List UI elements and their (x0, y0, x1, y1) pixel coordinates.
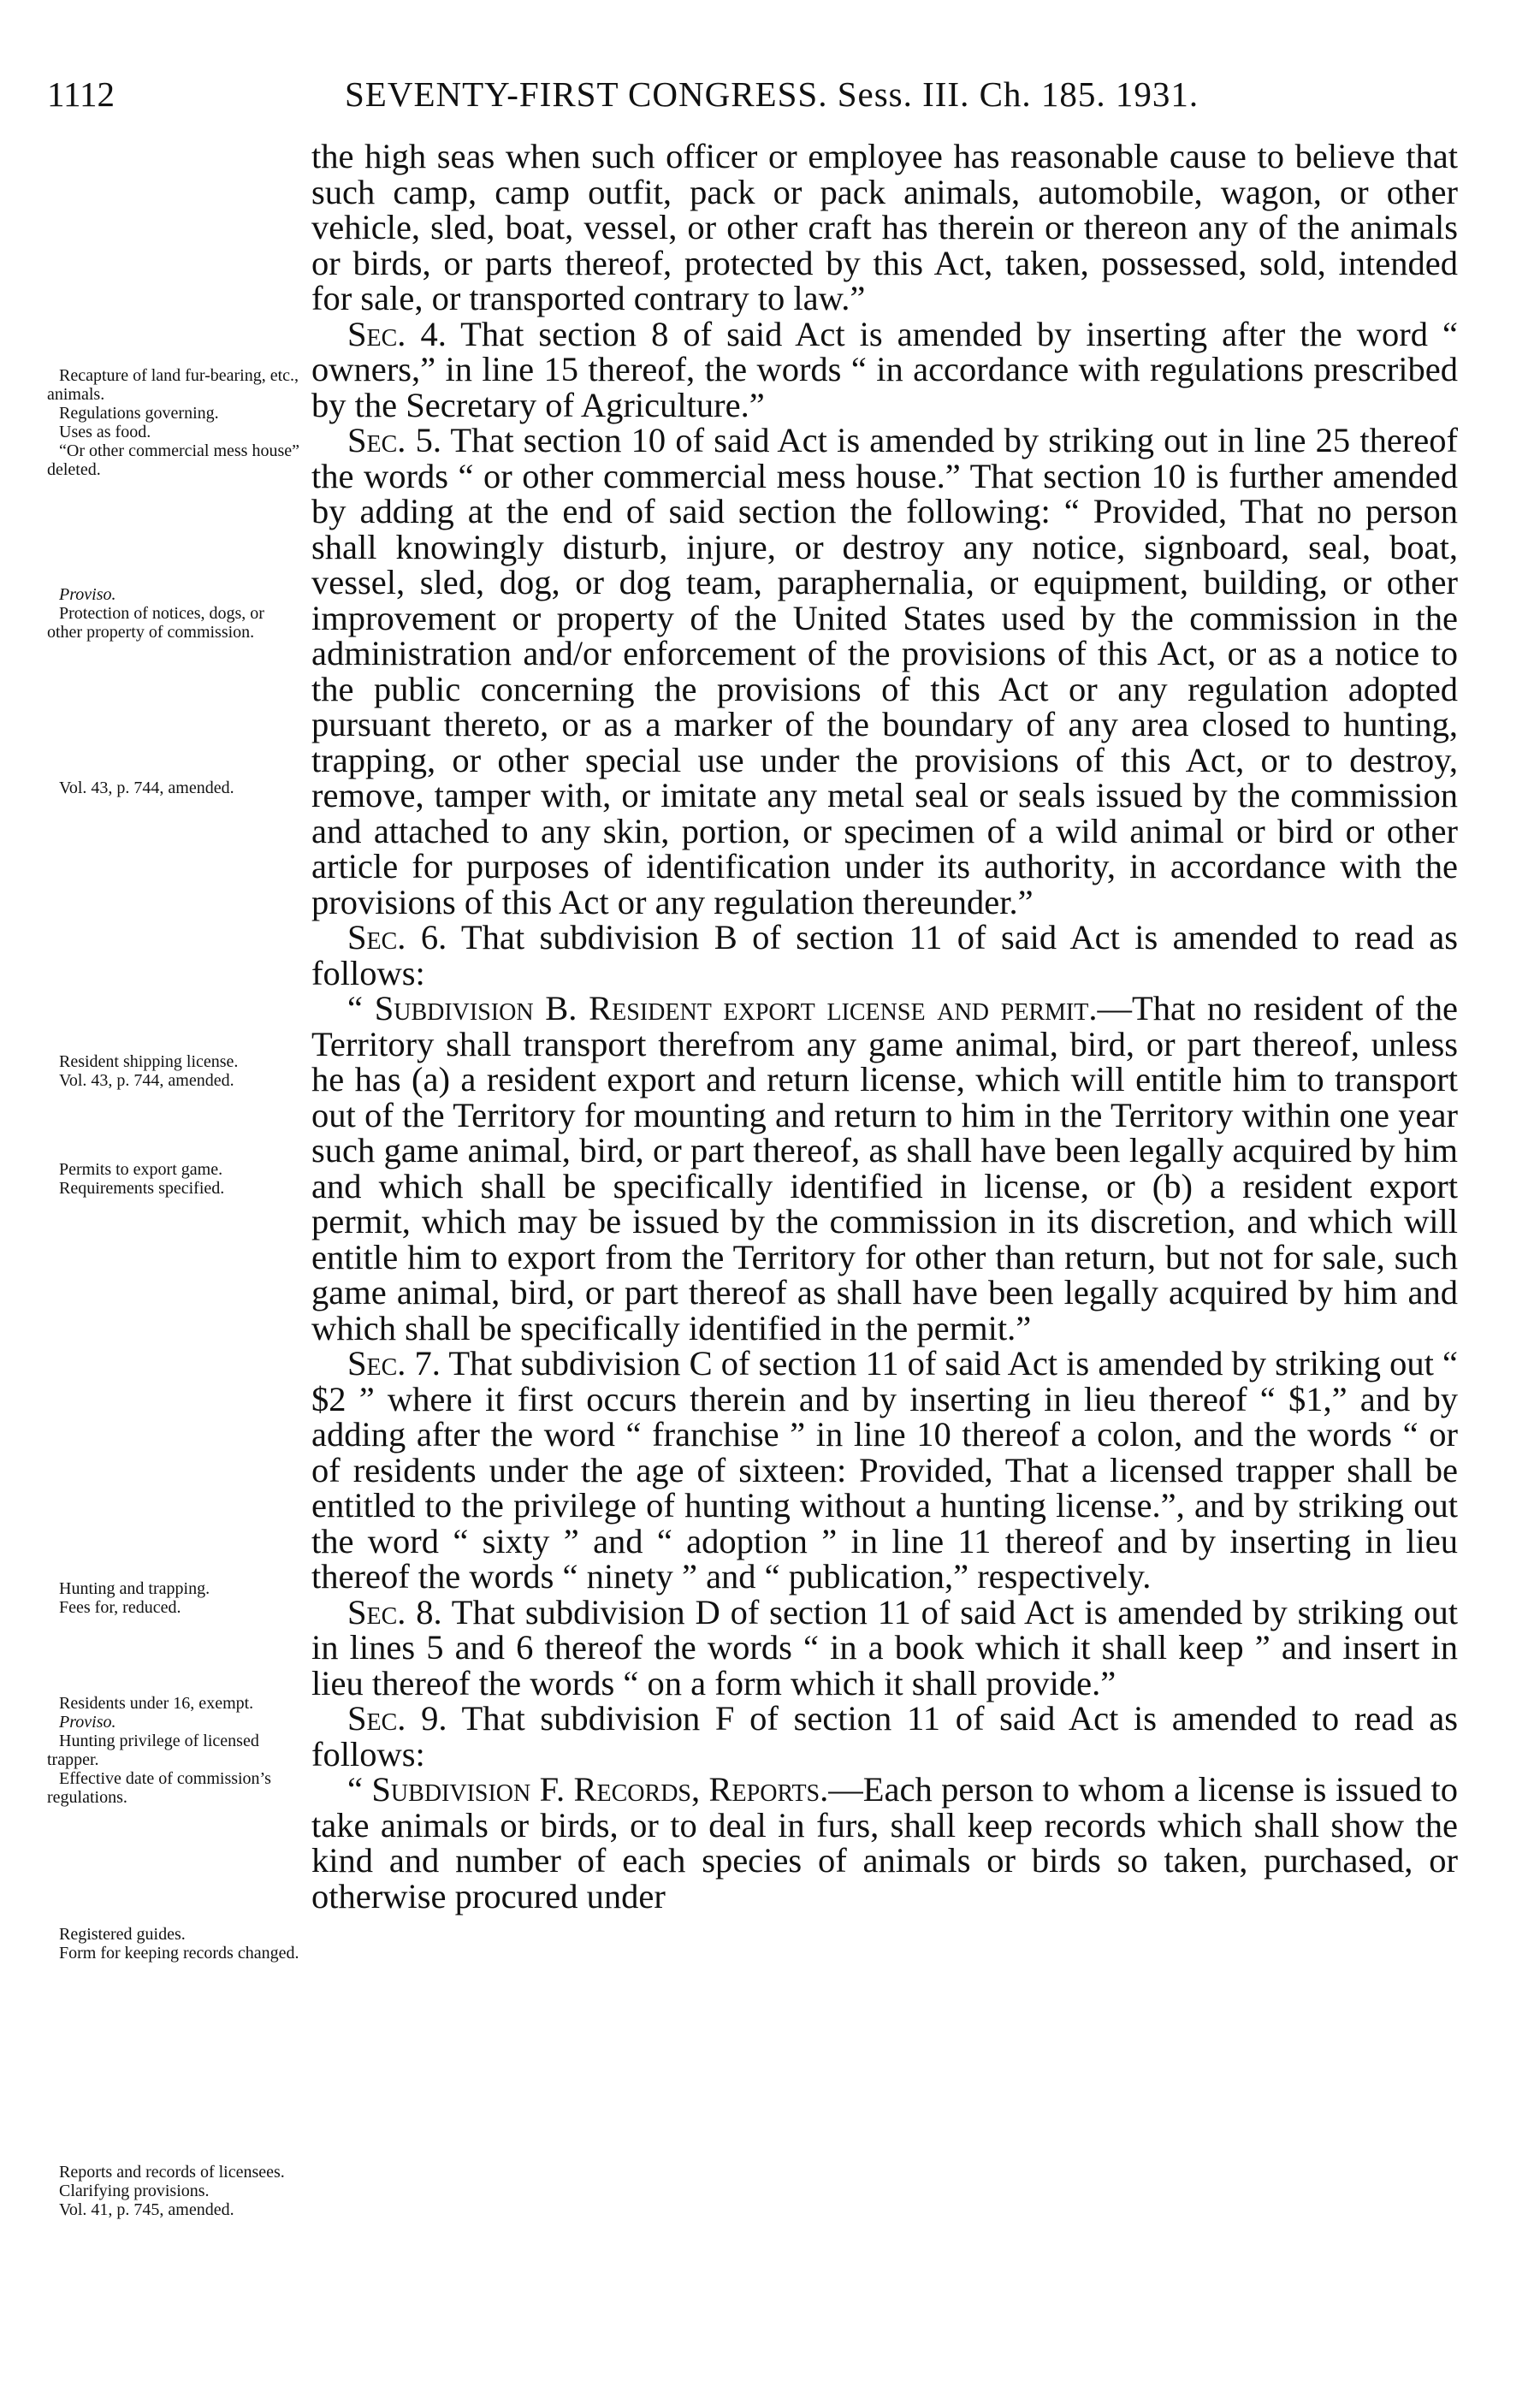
margin-note-line: Hunting and trapping. (59, 1579, 210, 1598)
section-heading: Sec. 7. (347, 1344, 441, 1383)
margin-note-line: Protection of notices, dogs, or other property of commission. (47, 604, 264, 642)
margin-note-line: Proviso. (59, 1713, 116, 1732)
paragraph-text: That subdivision D of section 11 of said Act is amended by striking out in lines 5 and 6 thereof the words “ in a book which it shall keep ” and insert in lieu thereof the words “ on a form which it shall provide.” (311, 1592, 1458, 1702)
margin-note-line: Residents under 16, exempt. (59, 1694, 254, 1713)
paragraph-text: —Each person to whom a license is issued to take animals or birds, or to deal in furs, shall keep records which shall show the kind and number of each species of animals or birds so taken, purchased, or otherwise procured under (311, 1770, 1458, 1915)
margin-note (47, 1925, 304, 1963)
section-heading: Sec. 9. (347, 1699, 447, 1738)
margin-note-line: Permits to export game. (59, 1160, 223, 1179)
paragraph-text: —That no resident of the Territory shall transport therefrom any game animal, bird, or part thereof, unless he has (a) a resident export and return license, which will entitle him to transport out of the Territory for mounting and return to him in the Territory within one year such game animal, bird, or part thereof, as shall have been legally acquired by him and which shall be specifically identified in license, or (b) a resident export permit, which may be issued by the commission in its discretion, and which will entitle him to export from the Territory for other than return, but not for sale, such game animal, bird, or part thereof as shall have been legally acquired by him and which shall be specifically identified in the permit.” (311, 989, 1458, 1347)
margin-note (47, 2163, 304, 2219)
margin-note (47, 1694, 304, 1807)
page-number: 1112 (47, 74, 115, 114)
paragraph (311, 314, 1458, 424)
body-text (311, 139, 1458, 1914)
margin-note-line: Vol. 43, p. 744, amended. (59, 1071, 234, 1090)
paragraph-text: That subdivision F of section 11 of said Act is amended to read as follows: (311, 1699, 1458, 1773)
margin-note (47, 1579, 304, 1617)
running-head: SEVENTY-FIRST CONGRESS. Sess. III. Ch. 185. 1931. (345, 74, 1199, 114)
margin-note-line: Registered guides. (59, 1925, 186, 1944)
margin-note-line: Regulations governing. (59, 404, 219, 423)
subdivision-heading: “ Subdivision F. Records, Reports. (347, 1770, 829, 1809)
paragraph (311, 1592, 1458, 1702)
margin-note-line: “Or other commercial mess house” deleted. (47, 441, 300, 479)
paragraph (311, 920, 1458, 991)
subdivision-heading: “ Subdivision B. Resident export license and permit. (347, 989, 1098, 1027)
margin-note-line: Vol. 43, p. 744, amended. (59, 779, 234, 797)
paragraph (311, 1346, 1458, 1595)
paragraph-text: That section 10 of said Act is amended by striking out in line 25 thereof the words “ or other commercial mess house.” That section 10 is further amended by adding at the end of said section the following: “ Provided, That no person shall knowingly disturb, injure, or destroy any notice, signboard, seal, boat, vessel, sled, dog, or dog team, paraphernalia, or equipment, building, or other improvement or property of the United States used by the commission in the administration and/or enforcement of the provisions of this Act, or as a notice to the public concerning the provisions of this Act or any regulation adopted pursuant thereto, or as a marker of the boundary of any area closed to hunting, trapping, or other special use under the provisions of this Act, or to destroy, remove, tamper with, or imitate any metal seal or seals issued by the commission and attached to any skin, portion, or specimen of a wild animal or bird or other article for purposes of identification under its authority, in accordance with the provisions of this Act or any regulation thereunder.” (311, 421, 1459, 921)
margin-note (47, 366, 304, 479)
section-heading: Sec. 6. (347, 918, 447, 956)
margin-note-line: Hunting privilege of licensed trapper. (47, 1732, 259, 1769)
margin-note (47, 585, 304, 642)
paragraph-text: That subdivision C of section 11 of said Act is amended by striking out “ $2 ” where it first occurs therein and by inserting in lieu thereof “ $1,” and by adding after the word “ franchise ” in line 10 thereof a colon, and the words “ or of residents under the age of sixteen: Provided, That a licensed trapper shall be entitled to the privilege of hunting without a hunting license.”, and by striking out the word “ sixty ” and “ adoption ” in line 11 thereof and by inserting in lieu thereof the words “ ninety ” and “ publication,” respectively. (311, 1344, 1458, 1596)
section-heading: Sec. 8. (347, 1592, 442, 1631)
margin-note-line: Clarifying provisions. (59, 2182, 210, 2200)
margin-note (47, 1160, 304, 1198)
margin-note-line: Vol. 41, p. 745, amended. (59, 2200, 234, 2219)
margin-note-line: Requirements specified. (59, 1179, 225, 1198)
margin-note-line: Fees for, reduced. (59, 1598, 181, 1617)
page-header (47, 68, 1450, 120)
paragraph (311, 991, 1458, 1346)
margin-note-line: Effective date of commission’s regulations. (47, 1769, 271, 1807)
paragraph (311, 139, 1458, 317)
margin-note-line: Proviso. (59, 585, 116, 604)
paragraph (311, 423, 1458, 920)
section-heading: Sec. 5. (347, 421, 441, 459)
margin-note-line: Uses as food. (59, 423, 151, 441)
margin-note-line: Resident shipping license. (59, 1052, 239, 1071)
margin-note-line: Form for keeping records changed. (59, 1944, 299, 1963)
margin-note (47, 1052, 304, 1090)
margin-note (47, 779, 304, 797)
margin-note-line: Reports and records of licensees. (59, 2163, 285, 2182)
paragraph (311, 1772, 1458, 1914)
section-heading: Sec. 4. (347, 314, 447, 353)
paragraph-text: That subdivision B of section 11 of said Act is amended to read as follows: (311, 918, 1458, 992)
margin-note-line: Recapture of land fur-bearing, etc., animals. (47, 366, 299, 404)
paragraph (311, 1701, 1458, 1772)
paragraph-text: the high seas when such officer or employee has reasonable cause to believe that such camp, camp outfit, pack or pack animals, automobile, wagon, or other vehicle, sled, boat, vessel, or other craft has therein or thereon any of the animals or birds, or parts thereof, protected by this Act, taken, possessed, sold, intended for sale, or transported contrary to law.” (311, 137, 1458, 317)
paragraph-text: That section 8 of said Act is amended by inserting after the word “ owners,” in line 15 thereof, the words “ in accordance with regulations prescribed by the Secretary of Agriculture.” (311, 314, 1458, 424)
